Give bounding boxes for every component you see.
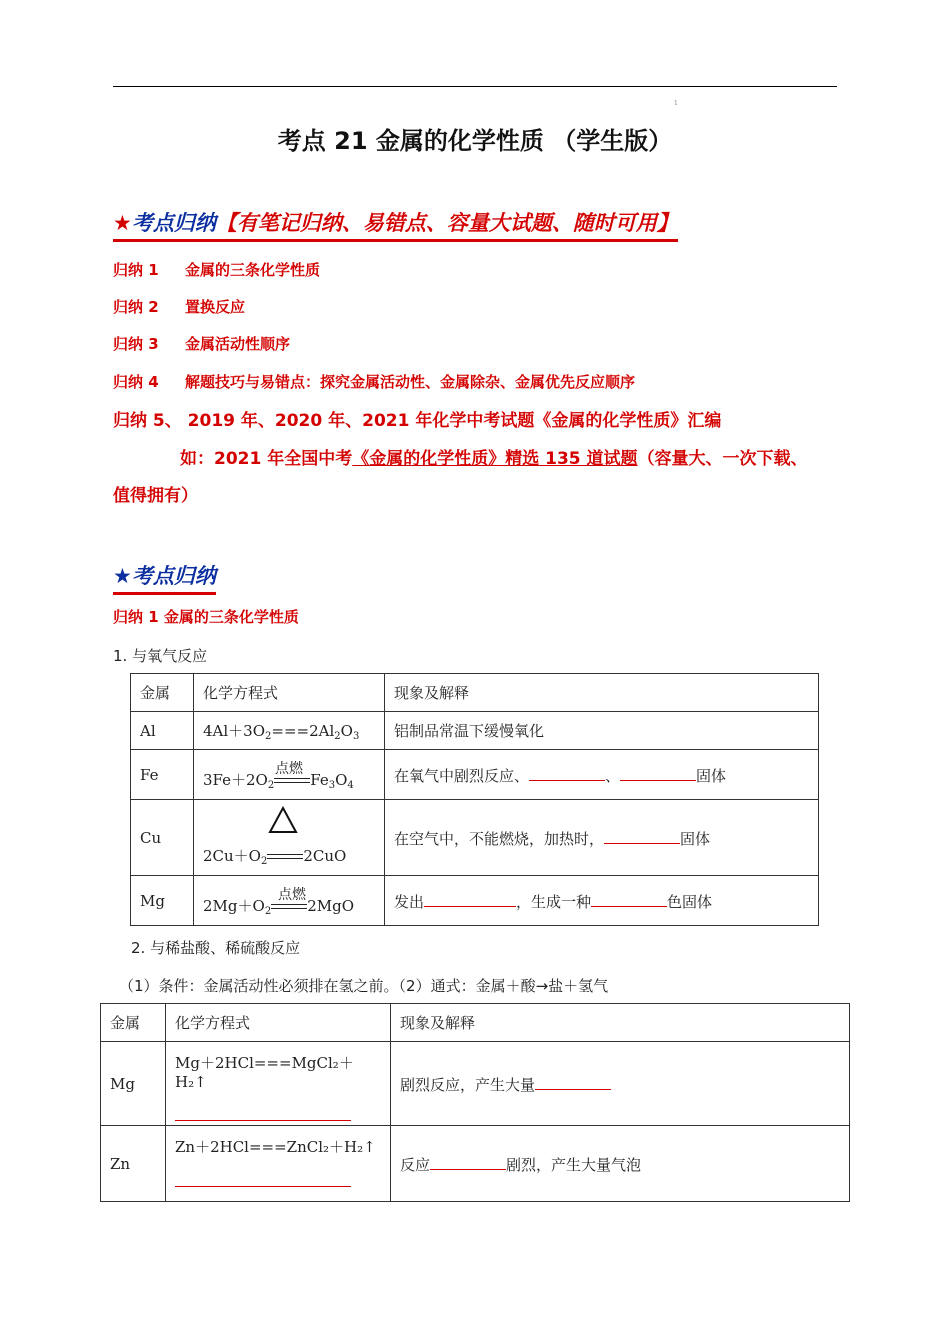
- toc-example-cont: 值得拥有）: [113, 486, 198, 506]
- table-header: 金属: [101, 1004, 166, 1042]
- toc-item[interactable]: 归纳 2 置换反应: [113, 298, 246, 316]
- answer-line[interactable]: [175, 1185, 351, 1187]
- toc-item[interactable]: 归纳 4 解题技巧与易错点：探究金属活动性、金属除杂、金属优先反应顺序: [113, 373, 636, 391]
- answer-line[interactable]: [175, 1119, 351, 1121]
- equation: 点燃 $3Fe+2O_2$ $Fe_3O_4$: [194, 750, 385, 800]
- page-mark: 1: [674, 100, 678, 107]
- section-banner: ★考点归纳: [113, 560, 216, 595]
- subsection-oxygen: 1. 与氧气反应: [113, 647, 208, 665]
- answer-blank[interactable]: [591, 890, 667, 907]
- example-link[interactable]: 《金属的化学性质》精选 135 道试题: [352, 449, 638, 469]
- toc-example: 如：2021 年全国中考《金属的化学性质》精选 135 道试题（容量大、一次下载、: [180, 449, 808, 469]
- table-row: Fe 点燃 $3Fe+2O_2$ $Fe_3O_4$ 在氧气中剧烈反应、 、 固体: [131, 750, 819, 800]
- equation: 点燃 $2Mg+O_2$ 2MgO: [194, 876, 385, 926]
- equation: $4Al+3O_2===2Al_2O_3$: [194, 712, 385, 750]
- equation: $2Cu+O_2$ 2CuO: [194, 800, 385, 876]
- table-header: 化学方程式: [194, 674, 385, 712]
- equation: Zn＋2HCl===ZnCl₂＋H₂↑: [166, 1126, 391, 1202]
- toc-item-5[interactable]: 归纳 5、 2019 年、2020 年、2021 年化学中考试题《金属的化学性质》汇编: [113, 411, 722, 431]
- subsection-acid: 2. 与稀盐酸、稀硫酸反应: [131, 939, 301, 957]
- answer-blank[interactable]: [529, 764, 605, 781]
- table-header: 现象及解释: [385, 674, 819, 712]
- table-row: Mg 点燃 $2Mg+O_2$ 2MgO 发出 ，生成一种 色固体: [131, 876, 819, 926]
- answer-blank[interactable]: [620, 764, 696, 781]
- table-row: Cu $2Cu+O_2$ 2CuO 在空气中，不能燃烧，加热时， 固体: [131, 800, 819, 876]
- table-header: 现象及解释: [391, 1004, 850, 1042]
- answer-blank[interactable]: [424, 890, 516, 907]
- summary-banner: ★考点归纳【有笔记归纳、易错点、容量大试题、随时可用】: [113, 207, 678, 242]
- table-row: Al $4Al+3O_2===2Al_2O_3$ 铝制品常温下缓慢氧化: [131, 712, 819, 750]
- acid-table: [100, 1003, 850, 1202]
- toc-item[interactable]: 归纳 3 金属活动性顺序: [113, 335, 291, 353]
- table-header: 金属: [131, 674, 194, 712]
- answer-blank[interactable]: [535, 1073, 611, 1090]
- table-row: Mg Mg＋2HCl===MgCl₂＋H₂↑ 剧烈反应，产生大量: [101, 1042, 850, 1126]
- page-title: 考点 21 金属的化学性质 （学生版）: [277, 127, 673, 155]
- star-icon: ★: [113, 211, 132, 235]
- table-header: 化学方程式: [166, 1004, 391, 1042]
- answer-blank[interactable]: [604, 827, 680, 844]
- table-row: Zn Zn＋2HCl===ZnCl₂＋H₂↑ 反应 剧烈，产生大量气泡: [101, 1126, 850, 1202]
- heat-triangle-icon: [268, 806, 298, 834]
- answer-blank[interactable]: [430, 1153, 506, 1170]
- star-icon: ★: [113, 564, 132, 588]
- acid-conditions: （1）条件：金属活动性必须排在氢之前。（2）通式：金属＋酸→盐＋氢气: [119, 977, 609, 995]
- oxygen-table: [130, 673, 819, 926]
- section-title: 归纳 1 金属的三条化学性质: [113, 608, 299, 626]
- header-rule: [113, 86, 837, 87]
- equation: Mg＋2HCl===MgCl₂＋H₂↑: [166, 1042, 391, 1126]
- toc-item[interactable]: 归纳 1 金属的三条化学性质: [113, 261, 321, 279]
